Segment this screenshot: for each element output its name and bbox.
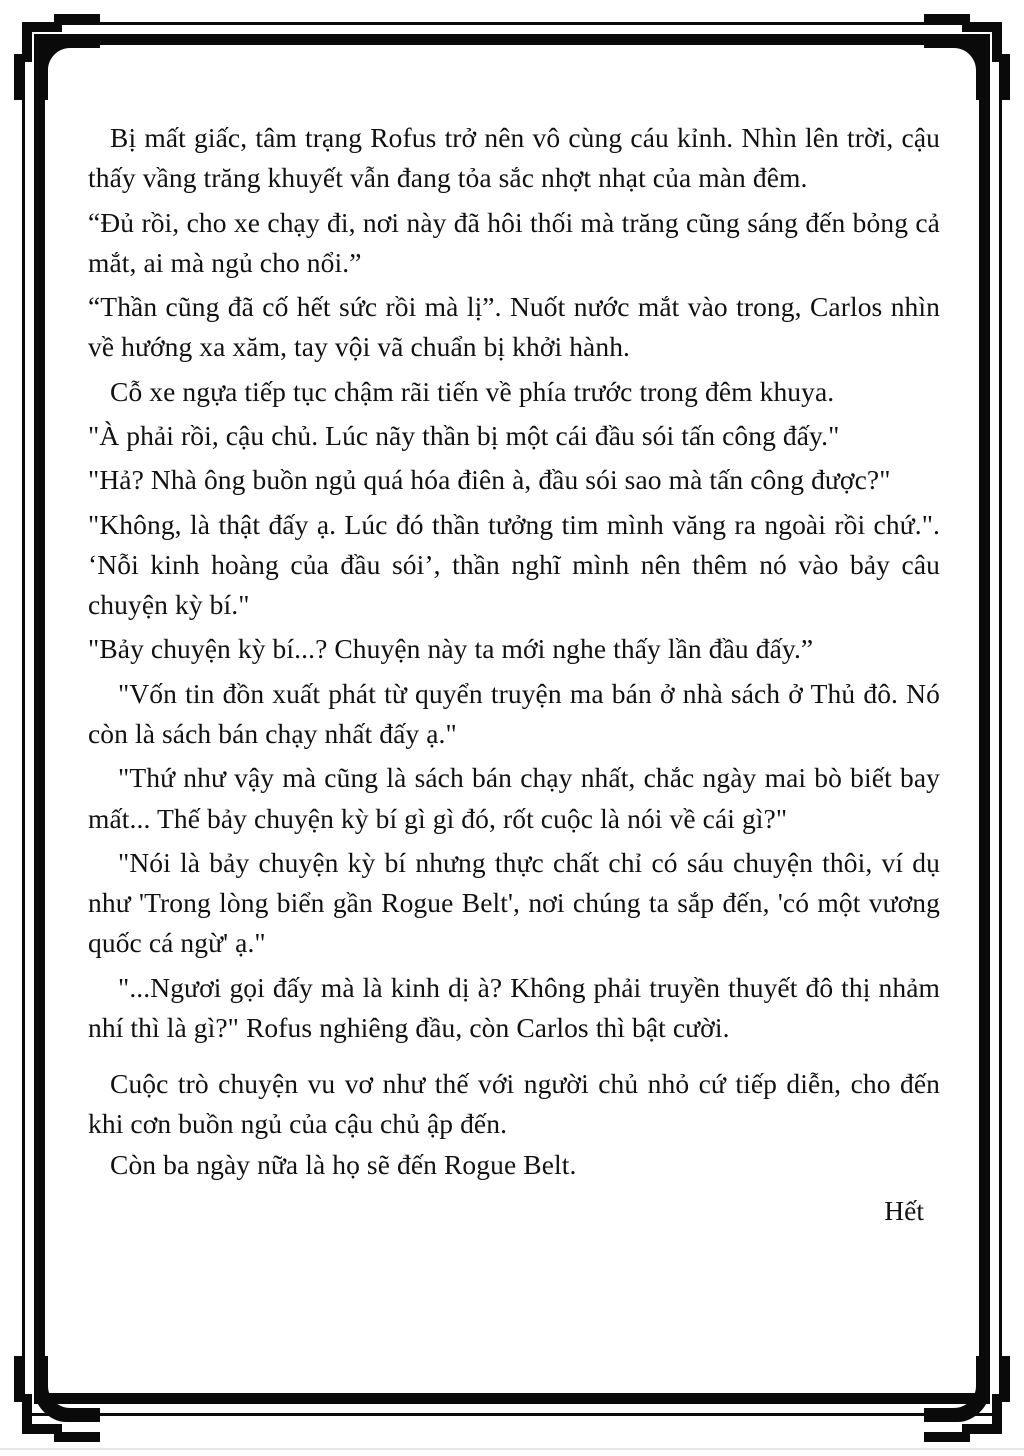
corner-ornament-bottom-right (924, 1356, 1010, 1442)
paragraph: "Hả? Nhà ông buồn ngủ quá hóa điên à, đầu sói sao mà tấn công được?" (88, 464, 891, 496)
corner-ornament-bottom-left (14, 1356, 100, 1442)
paragraph: “Thần cũng đã cố hết sức rồi mà lị”. Nuốt nước mắt vào trong, Carlos nhìn về hướng xa xăm, tay vội vã chuẩn bị khởi hành. (88, 291, 940, 363)
scan-artifact-line (0, 1448, 1024, 1450)
paragraph: "Bảy chuyện kỳ bí...? Chuyện này ta mới nghe thấy lần đầu đấy.” (88, 633, 814, 665)
paragraph: "Thứ như vậy mà cũng là sách bán chạy nhất, chắc ngày mai bò biết bay mất... Thế bảy chuyện kỳ bí gì gì đó, rốt cuộc là nói về cái gì?" (88, 762, 940, 834)
paragraph: Bị mất giấc, tâm trạng Rofus trở nên vô cùng cáu kỉnh. Nhìn lên trời, cậu thấy vầng trăng khuyết vẫn đang tỏa sắc nhợt nhạt của màn đêm. (88, 122, 940, 194)
paragraph: "...Ngươi gọi đấy mà là kinh dị à? Không phải truyền thuyết đô thị nhảm nhí thì là gì?" Rofus nghiêng đầu, còn Carlos thì bật cười. (88, 971, 940, 1043)
corner-ornament-top-left (14, 14, 100, 100)
paragraph: "Vốn tin đồn xuất phát từ quyển truyện ma bán ở nhà sách ở Thủ đô. Nó còn là sách bán chạy nhất đấy ạ." (88, 677, 940, 749)
paragraph: Cỗ xe ngựa tiếp tục chậm rãi tiến về phía trước trong đêm khuya. (110, 375, 835, 407)
paragraph: “Đủ rồi, cho xe chạy đi, nơi này đã hôi thối mà trăng cũng sáng đến bỏng cả mắt, ai mà ngủ cho nổi.” (88, 206, 940, 278)
paragraph: "Không, là thật đấy ạ. Lúc đó thần tưởng tim mình văng ra ngoài rồi chứ.". ‘Nỗi kinh hoàng của đầu sói’, thần nghĩ mình nên thêm nó vào bảy câu chuyện kỳ bí." (88, 508, 940, 621)
story-body (88, 118, 940, 1328)
paragraph: "Nói là bảy chuyện kỳ bí nhưng thực chất chỉ có sáu chuyện thôi, ví dụ như 'Trong lòng biển gần Rogue Belt', nơi chúng ta sắp đến, 'có một vương quốc cá ngừ' ạ." (88, 846, 940, 959)
paragraph: "À phải rồi, cậu chủ. Lúc nãy thần bị một cái đầu sói tấn công đấy." (88, 419, 840, 451)
paragraph: Còn ba ngày nữa là họ sẽ đến Rogue Belt. (110, 1148, 577, 1180)
paragraph: Cuộc trò chuyện vu vơ như thế với người chủ nhỏ cứ tiếp diễn, cho đến khi cơn buồn ngủ của cậu chủ ập đến. (88, 1068, 940, 1140)
corner-ornament-top-right (924, 14, 1010, 100)
end-of-story-mark: Hết (884, 1195, 924, 1227)
